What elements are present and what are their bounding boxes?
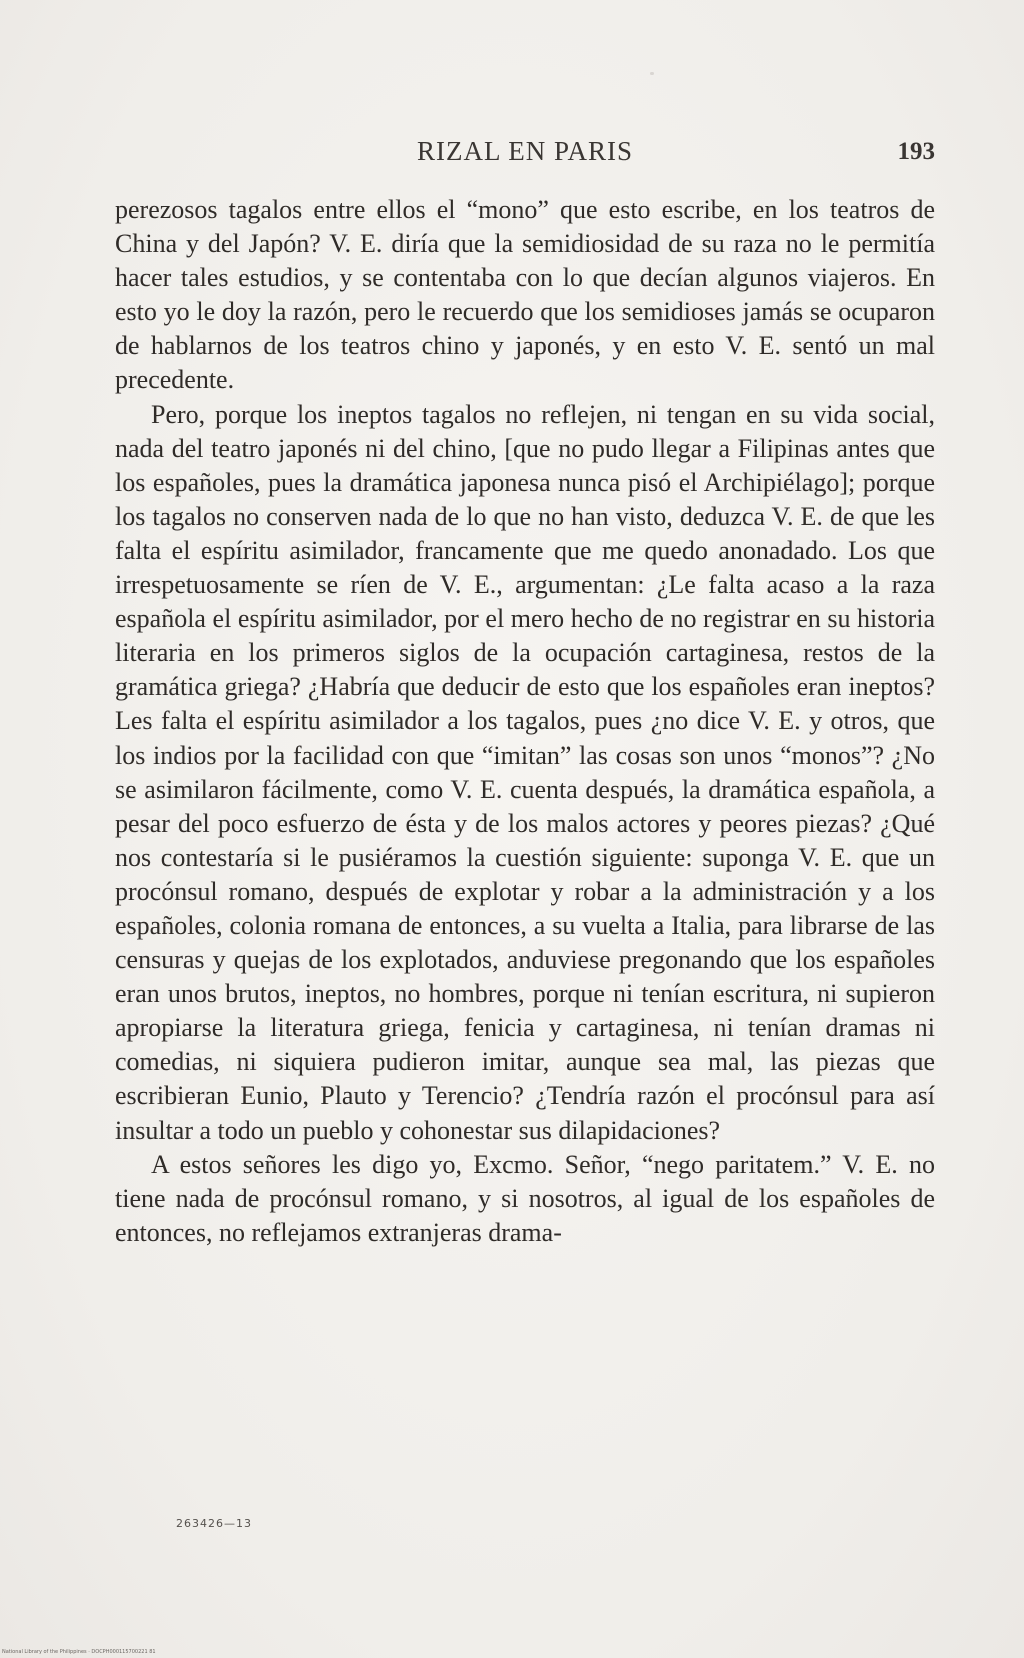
scan-credit: National Library of the Philippines · DOCPH000115700221 81 [2,1649,156,1655]
page-number: 193 [897,138,935,165]
paragraph: A estos señores les digo yo, Excmo. Señor, “nego paritatem.” V. E. no tiene nada de procónsul romano, y si nosotros, al igual de los españoles de entonces, no reflejamos extranjeras drama- [115,1149,935,1247]
body-text [115,193,935,1250]
paragraph-continuation: perezosos tagalos entre ellos el “mono” que esto escribe, en los teatros de China y del Japón? V. E. diría que la semidiosidad de su raza no le permitía hacer tales estudios, y se contentaba con lo que decían algunos viajeros. En esto yo le doy la razón, pero le recuerdo que los semidioses jamás se ocuparon de hablarnos de los teatros chino y japonés, y en esto V. E. sentó un mal precedente. [115,195,935,395]
running-head: RIZAL EN PARIS [416,136,634,166]
printer-signature: 263426—13 [176,1517,252,1530]
paragraph: Pero, porque los ineptos tagalos no reflejen, ni tengan en su vida social, nada del teatro japonés ni del chino, [que no pudo llegar a Filipinas antes que los españoles, pues la dramática japonesa nunca pisó el Archipiélago]; porque los tagalos no conserven nada de lo que no han visto, deduzca V. E. de que les falta el espíritu asimilador, francamente que me quedo anonadado. Los que irrespetuosamente se ríen de V. E., argumentan: ¿Le falta acaso a la raza española el espíritu asimilador, por el mero hecho de no registrar en su historia literaria en los primeros siglos de la ocupación cartaginesa, restos de la gramática griega? ¿Habría que deducir de esto que los españoles eran ineptos? Les falta el espíritu asimilador a los tagalos, pues ¿no dice V. E. y otros, que los indios por la facilidad con que “imitan” las cosas son unos “monos”? ¿No se asimilaron fácilmente, como V. E. cuenta después, la dramática española, a pesar del poco esfuerzo de ésta y de los malos actores y peores piezas? ¿Qué nos contestaría si le pusiéramos la cuestión siguiente: suponga V. E. que un procónsul romano, después de explotar y robar a la administración y a los españoles, colonia romana de entonces, a su vuelta a Italia, para librarse de las censuras y quejas de los explotados, anduviese pregonando que los españoles eran unos brutos, ineptos, no hombres, porque ni tenían escritura, ni supieron apropiarse la literatura griega, fenicia y cartaginesa, ni tenían dramas ni comedias, ni siquiera pudieron imitar, aunque sea mal, las piezas que escribieran Eunio, Plauto y Terencio? ¿Tendría razón el procónsul para así insultar a todo un pueblo y cohonestar sus dilapidaciones? [115,399,935,1145]
page-header [115,136,935,176]
paper-speck [650,72,654,75]
